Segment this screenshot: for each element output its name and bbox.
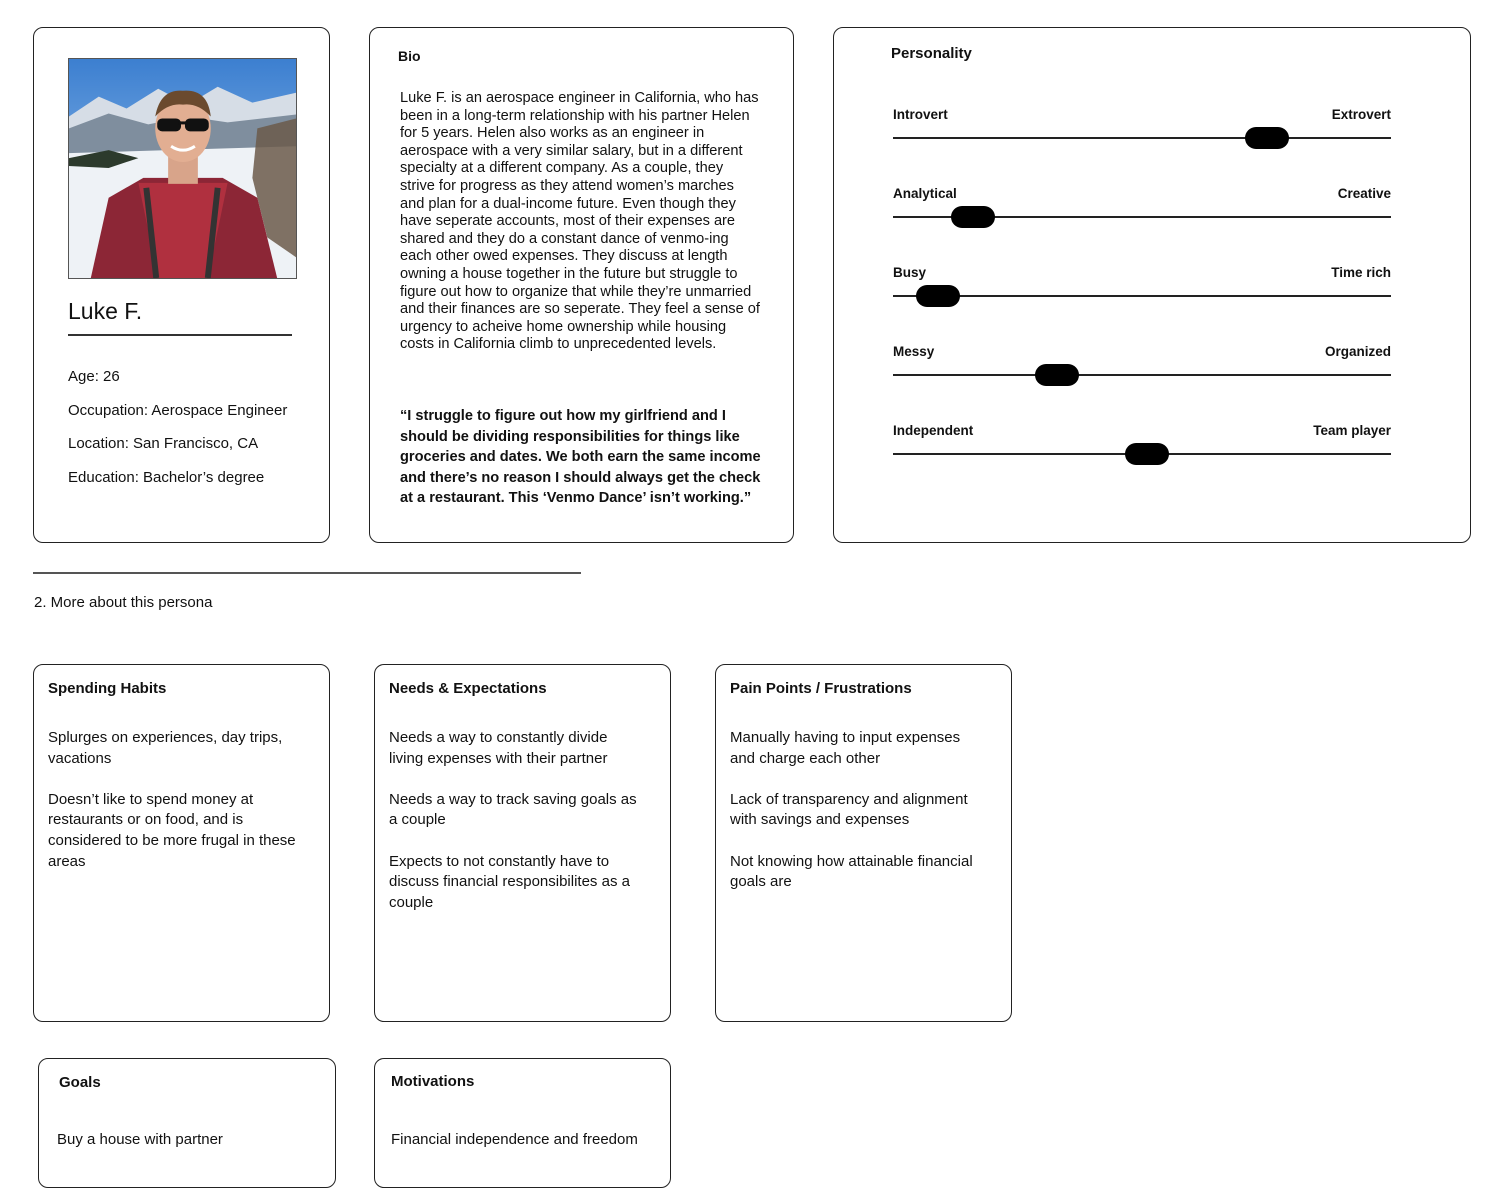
trait-track xyxy=(893,137,1391,139)
card-heading: Spending Habits xyxy=(48,680,167,697)
trait-right-label: Team player xyxy=(1313,423,1391,438)
trait-analytical-creative xyxy=(893,186,1391,236)
fact-age: Age: 26 xyxy=(68,368,120,385)
card-body xyxy=(391,1130,639,1171)
trait-slider-knob[interactable] xyxy=(1125,443,1169,465)
section-title: 2. More about this persona xyxy=(34,594,213,611)
card-item: Expects to not constantly have to discuss financial responsibilites as a couple xyxy=(389,852,630,911)
trait-track xyxy=(893,295,1391,297)
card-body xyxy=(730,728,978,913)
fact-occupation: Occupation: Aerospace Engineer xyxy=(68,401,288,419)
trait-track xyxy=(893,374,1391,376)
name-underline xyxy=(68,334,292,336)
trait-introvert-extrovert xyxy=(893,107,1391,157)
trait-left-label: Busy xyxy=(893,265,927,280)
card-item: Splurges on experiences, day trips, vacations xyxy=(48,729,283,767)
trait-independent-team-player xyxy=(893,423,1391,473)
goals-card xyxy=(38,1058,336,1188)
card-body xyxy=(48,728,296,893)
card-item: Needs a way to constantly divide living expenses with their partner xyxy=(389,729,608,767)
trait-left-label: Messy xyxy=(893,344,935,359)
fact-education: Education: Bachelor’s degree xyxy=(68,468,265,486)
trait-right-label: Creative xyxy=(1337,186,1391,201)
trait-left-label: Independent xyxy=(893,423,974,438)
trait-messy-organized xyxy=(893,344,1391,394)
card-heading: Pain Points / Frustrations xyxy=(730,680,912,697)
motivations-card xyxy=(374,1058,671,1188)
card-item: Not knowing how attainable financial goals are xyxy=(730,852,973,891)
card-body xyxy=(57,1130,305,1171)
card-item: Buy a house with partner xyxy=(57,1131,223,1148)
card-item: Manually having to input expenses and charge each other xyxy=(730,729,961,767)
card-body xyxy=(389,728,637,934)
bio-heading: Bio xyxy=(398,48,421,64)
card-item: Doesn’t like to spend money at restaurants or on food, and is considered to be more frugal in these areas xyxy=(48,790,296,870)
bio-card xyxy=(369,27,794,543)
bio-quote: “I struggle to figure out how my girlfriend and I should be dividing responsibilities for things like groceries and dates. We both earn the same income and there’s no reason I should always get the check at a restaurant. This ‘Venmo Dance’ isn’t working.” xyxy=(400,408,761,507)
card-heading: Needs & Expectations xyxy=(389,680,547,697)
profile-photo xyxy=(68,58,297,279)
trait-right-label: Extrovert xyxy=(1331,107,1391,122)
trait-slider-knob[interactable] xyxy=(951,206,995,228)
persona-name: Luke F. xyxy=(68,298,143,324)
card-item: Lack of transparency and alignment with savings and expenses xyxy=(730,790,968,829)
trait-left-label: Introvert xyxy=(893,107,948,122)
profile-card xyxy=(33,27,330,543)
trait-slider-knob[interactable] xyxy=(1245,127,1289,149)
trait-right-label: Organized xyxy=(1324,344,1391,359)
needs-expectations-card xyxy=(374,664,671,1022)
profile-photo-image xyxy=(69,59,296,278)
pain-points-card xyxy=(715,664,1012,1022)
trait-slider-knob[interactable] xyxy=(916,285,960,307)
card-item: Financial independence and freedom xyxy=(391,1131,638,1148)
bio-text: Luke F. is an aerospace engineer in California, who has been in a long-term relationship with his partner Helen for 5 years. Helen also works as an engineer in aerospace with a very similar salary, but in a different specialty at a different company. As a couple, they strive for progress as they attend women’s marches and plan for a dual-income future. Even though they have seperate accounts, most of their expenses are shared and they do a constant dance of venmo-ing each other owed expenses. They discuss at length owning a house together in the future but struggle to figure out how to organize that while they’re unmarried and their finances are so seperate. They feel a sense of urgency to acheive home ownership while housing costs in California climb to unprecedented levels. xyxy=(400,90,760,353)
card-heading: Goals xyxy=(59,1074,101,1091)
trait-busy-time-rich xyxy=(893,265,1391,315)
personality-heading: Personality xyxy=(891,45,972,62)
section-divider xyxy=(33,572,581,574)
trait-right-label: Time rich xyxy=(1331,265,1391,280)
spending-habits-card xyxy=(33,664,330,1022)
persona-facts xyxy=(68,368,287,502)
trait-slider-knob[interactable] xyxy=(1035,364,1079,386)
fact-location: Location: San Francisco, CA xyxy=(68,435,259,452)
card-heading: Motivations xyxy=(391,1073,475,1090)
trait-left-label: Analytical xyxy=(893,186,957,201)
personality-card xyxy=(833,27,1471,543)
card-item: Needs a way to track saving goals as a couple xyxy=(389,790,637,829)
